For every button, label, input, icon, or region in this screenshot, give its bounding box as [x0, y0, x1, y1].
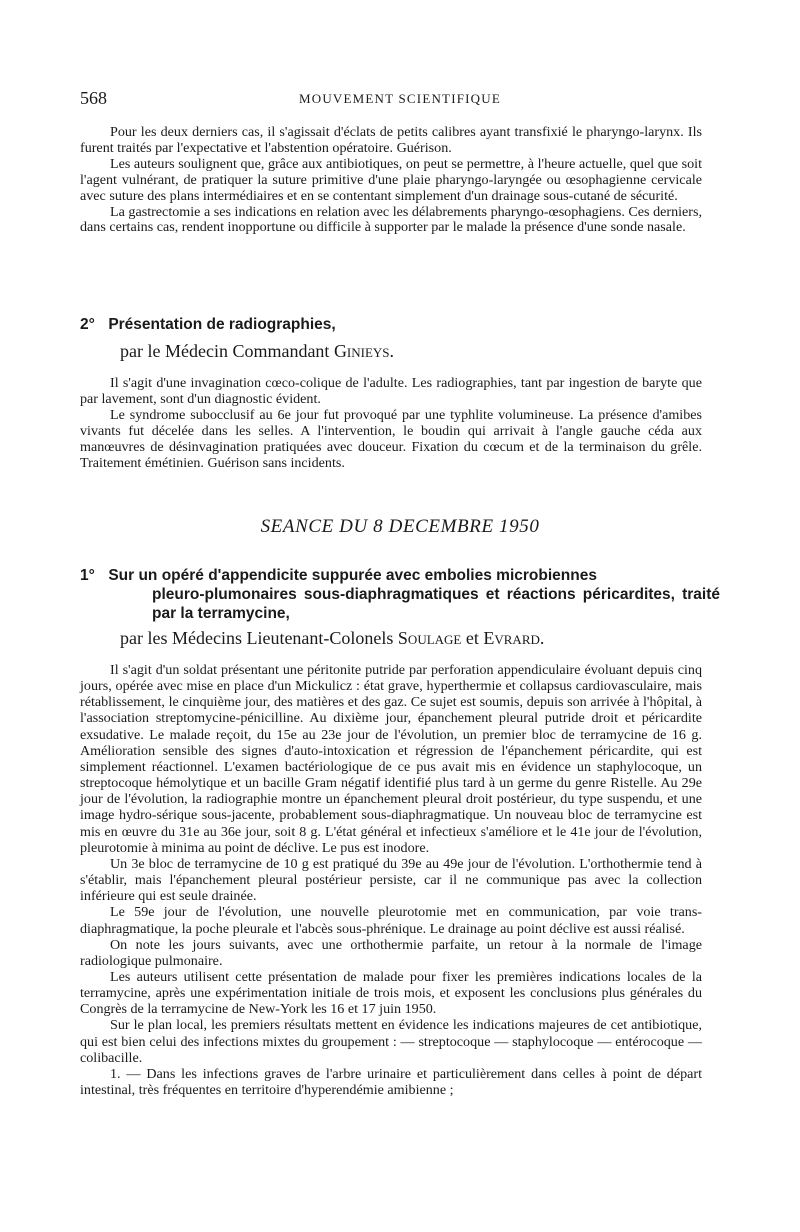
paragraph: On note les jours suivants, avec une orthothermie parfaite, un retour à la normale de l'image radiologique pulmonaire.: [80, 936, 702, 969]
running-title: MOUVEMENT SCIENTIFIQUE: [298, 91, 501, 106]
paragraph: 1. — Dans les infections graves de l'arbre urinaire et particulièrement dans celles à point de départ intestinal, très fréquentes en territoire d'hyperendémie amibienne ;: [80, 1065, 702, 1099]
running-header: [80, 88, 720, 108]
section-title-text: Présentation de radiographies,: [108, 316, 336, 333]
section-2-byline: [120, 341, 394, 362]
intro-text-block: [80, 125, 702, 236]
author-name: Soulage: [397, 628, 462, 648]
page-number: 568: [80, 88, 107, 108]
paragraph: La gastrectomie a ses indications en relation avec les délabrements pharyngo-œsophagiens. Ces derniers, dans certains cas, rendent inopportune ou difficile à supporter par le malade la présence d'une sonde nasale.: [80, 203, 702, 236]
section-2-text-block: [80, 376, 702, 471]
section-number: 2°: [80, 316, 95, 333]
section-2-title: [80, 315, 720, 334]
paragraph: Les auteurs utilisent cette présentation de malade pour fixer les premières indications locales de la terramycine, après une expérimentation initiale de trois mois, et exposent les conclusions plus générales du Congrès de la terramycine de New-York les 16 et 17 juin 1950.: [80, 968, 702, 1018]
author-name: Ginieys: [333, 341, 390, 361]
session-heading: SEANCE DU 8 DECEMBRE 1950: [260, 516, 540, 537]
section-3-text-block: [80, 662, 702, 1098]
byline-prefix: par le Médecin Commandant: [120, 341, 334, 361]
paragraph: Il s'agit d'une invagination cœco-colique de l'adulte. Les radiographies, tant par ingestion de baryte que par lavement, sont d'un diagnostic évident.: [80, 375, 702, 407]
byline-suffix: .: [539, 628, 545, 648]
paragraph: Un 3e bloc de terramycine de 10 g est pratiqué du 39e au 49e jour de l'évolution. L'orthothermie tend à s'établir, mais l'épanchement pleural postérieur persiste, car il ne communique pas avec la collection inférieure qui est seule drainée.: [80, 855, 702, 905]
byline-prefix: par les Médecins Lieutenant-Colonels: [120, 628, 398, 648]
author-name: Evrard: [483, 628, 540, 648]
byline-suffix: .: [389, 341, 395, 361]
section-3-byline: [120, 628, 544, 649]
paragraph: Le syndrome subocclusif au 6e jour fut provoqué par une typhlite volumineuse. La présence d'amibes vivants fut décelée dans les selles. A l'intervention, le boudin qui arrivait à l'angle gauche céda aux manœuvres de désinvagination pratiquées avec douceur. Fixation du cœcum et de la terminaison du grêle. Traitement émétinien. Guérison sans incidents.: [80, 406, 702, 471]
byline-conjunction: et: [461, 628, 484, 648]
section-number: 1°: [80, 567, 95, 584]
section-title-first-line: Sur un opéré d'appendicite suppurée avec embolies microbiennes: [108, 567, 597, 584]
paragraph: Il s'agit d'un soldat présentant une péritonite putride par perforation appendiculaire évoluant depuis cinq jours, opérée avec mise en place d'un Mickulicz : état grave, hyperthermie et collapsus cardiovasculaire, mais rétablissement, le cinquième jour, des matières et des gaz. Ce sujet est soumis, depuis son arrivée à l'hôpital, à l'association streptomycine-pénicilline. Au dixième jour, épanchement pleural putride droit et péricardite exsudative. Le malade reçoit, du 15e au 23e jour de l'évolution, un premier bloc de terramycine de 16 g. Amélioration sensible des signes d'auto-intoxication et régression de l'épanchement péricardite, qui est simplement réactionnel. L'examen bactériologique de ce pus avait mis en évidence un staphylocoque, un streptocoque hémolytique et un bacille Gram négatif identifié plus tard à un germe du genre Ristelle. Au 29e jour de l'évolution, la radiographie montre un épanchement pleural droit postérieur, du type suspendu, et une image hydro-sérique sous-jacente, probablement sous-diaphragmatique. Un nouveau bloc de terramycine est mis en œuvre du 31e au 36e jour, soit 8 g. L'état général et infectieux s'améliore et le 41e jour de l'évolution, pleurotomie à minima au point de déclive. Le pus est inodore.: [80, 662, 702, 856]
paragraph: Les auteurs soulignent que, grâce aux antibiotiques, on peut se permettre, à l'heure actuelle, quel que soit l'agent vulnérant, de pratiquer la suture primitive d'une plaie pharyngo-laryngée ou œsophagienne cervicale avec suture des plans intermédiaires et en se contentant simplement d'un drainage sous-cutané de sécurité.: [80, 155, 702, 204]
paragraph: Pour les deux derniers cas, il s'agissait d'éclats de petits calibres ayant transfixié le pharyngo-larynx. Ils furent traités par l'expectative et l'abstention opératoire. Guérison.: [80, 124, 702, 156]
paragraph: Le 59e jour de l'évolution, une nouvelle pleurotomie met en communication, par voie trans-diaphragmatique, la poche pleurale et l'abcès sous-phrénique. Le drainage au point déclive est aussi réalisé.: [80, 904, 702, 937]
paragraph: Sur le plan local, les premiers résultats mettent en évidence les indications majeures de cet antibiotique, qui est bien celui des infections mixtes du groupement : — streptocoque — staphylocoque — entérocoque — colibacille.: [80, 1017, 702, 1066]
section-3-title: [80, 566, 720, 623]
section-title-continuation: pleuro-plumonaires sous-diaphragmatiques et réactions péricardites, traité par la terramycine,: [152, 586, 720, 622]
